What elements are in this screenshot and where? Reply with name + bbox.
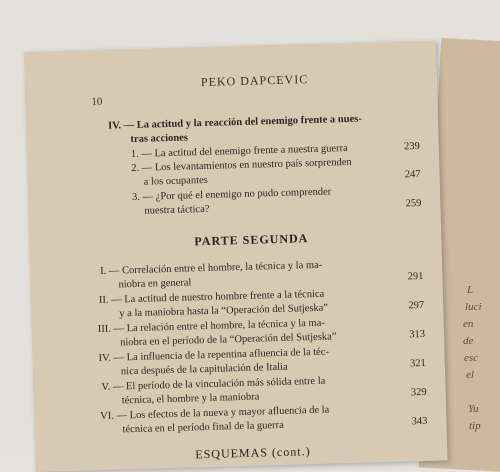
facing-fragment: Yu: [468, 403, 479, 415]
toc-text: VI. — Los efectos de la nueva y mayor afluencia de la: [100, 404, 330, 423]
toc-page: 259: [405, 197, 422, 210]
toc-page: 343: [411, 415, 428, 428]
toc-text: 3. — ¿Por qué el enemigo no pudo comprender: [131, 186, 332, 204]
toc-page: 329: [410, 386, 427, 399]
page-number: 10: [91, 95, 103, 109]
toc-page: 313: [409, 328, 426, 341]
toc-text: niobra en general: [118, 277, 192, 291]
facing-fragment: tip: [469, 420, 481, 432]
toc-text: tras acciones: [130, 132, 189, 146]
footer-heading: ESQUEMAS (cont.): [195, 444, 311, 462]
toc-text: a los ocupantes: [143, 174, 208, 188]
book-page: [24, 40, 448, 471]
facing-fragment: de: [463, 335, 474, 347]
toc-text: V. — El período de la vinculación más sólida entre la: [101, 375, 326, 393]
toc-page: 247: [404, 168, 421, 181]
facing-fragment: en: [463, 318, 474, 330]
toc-text: nuestra táctica?: [144, 203, 210, 217]
facing-fragment: L: [467, 284, 474, 296]
toc-text: niobra en el período de la “Operación del Sutjeska”: [120, 331, 337, 349]
facing-fragment: luci: [465, 301, 482, 313]
running-head: PEKO DAPCEVIC: [200, 72, 309, 90]
toc-page: 297: [408, 299, 425, 312]
toc-page: 239: [403, 140, 420, 153]
facing-fragment: esc: [464, 352, 479, 364]
toc-text: 1. — La actitud del enemigo frente a nuestra guerra: [130, 143, 348, 161]
toc-text: IV. — La actitud y la reacción del enemigo frente a nues-: [107, 113, 362, 132]
toc-text: y a la maniobra hasta la “Operación del Sutjeska”: [119, 302, 329, 320]
toc-text: nica después de la capitulación de Italia: [120, 361, 288, 378]
toc-page: 321: [409, 357, 427, 370]
toc-text: 2. — Los levantamientos en nuestro país sorprenden: [131, 156, 352, 175]
toc-text: I. — Correlación entre el hombre, la técnica y la ma-: [100, 259, 323, 277]
toc-text: técnica en el período final de la guerra: [122, 419, 284, 436]
facing-fragment: el: [466, 369, 474, 381]
toc-page: 291: [407, 270, 424, 283]
toc-text: III. — La relación entre el hombre, la técnica y la ma-: [97, 317, 325, 336]
section-title: PARTE SEGUNDA: [194, 231, 309, 249]
toc-text: técnica, el hombre y la maniobra: [121, 391, 260, 407]
toc-text: IV. — La influencia de la repentina afluencia de la téc-: [98, 346, 330, 365]
toc-text: II. — La actitud de nuestro hombre frente a la técnica: [98, 288, 325, 307]
